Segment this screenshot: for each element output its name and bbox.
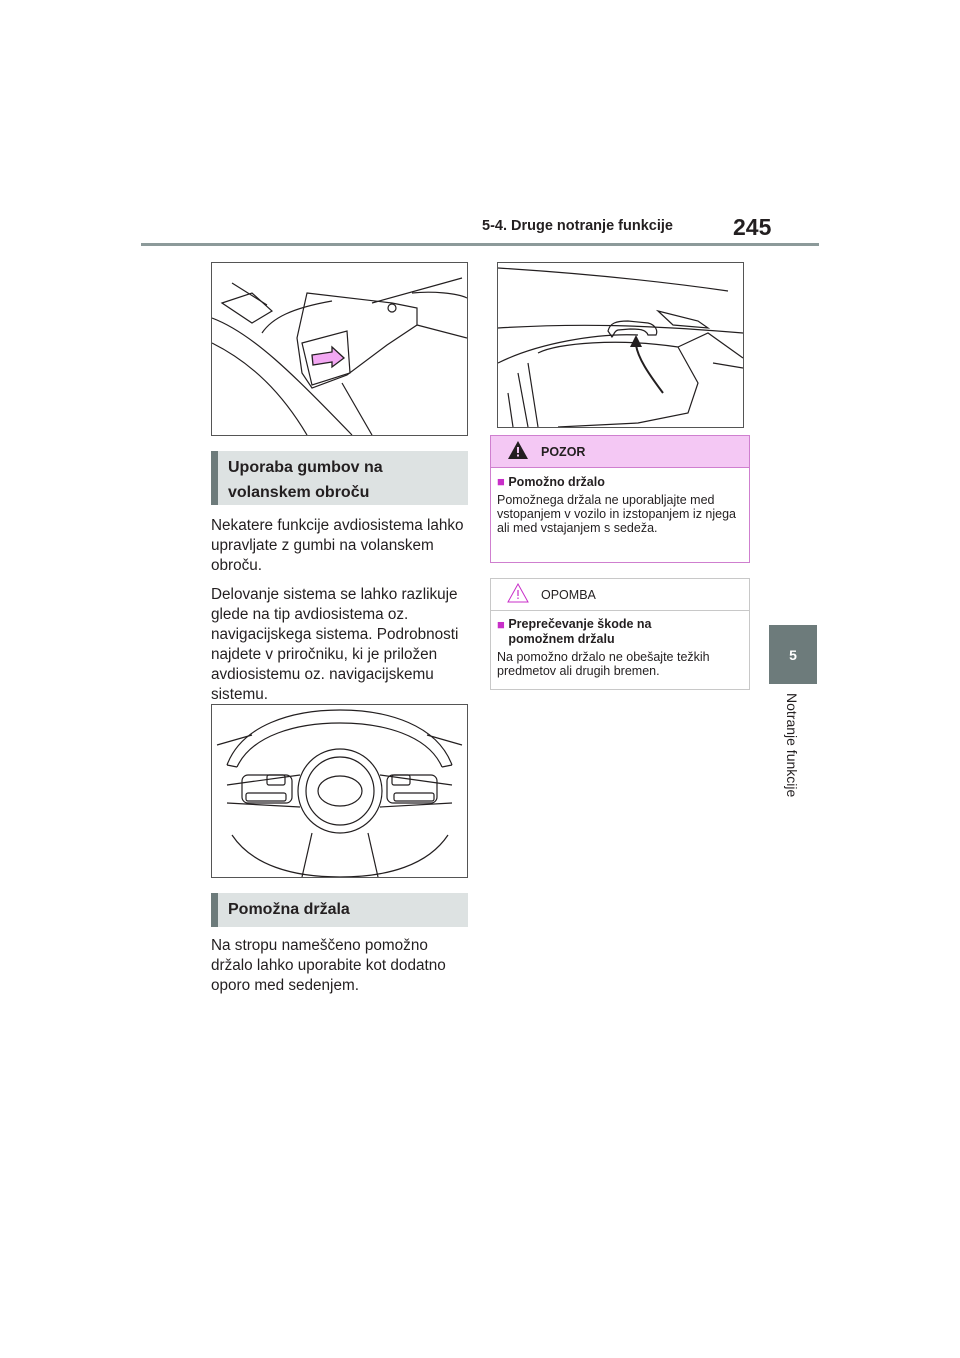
section-heading-steering-buttons: Uporaba gumbov na volanskem obroču <box>211 451 468 505</box>
notice-label: OPOMBA <box>541 588 596 602</box>
notice-text: Na pomožno držalo ne obešajte težkih predmetov ali drugih bremen. <box>497 650 710 678</box>
chapter-label: Notranje funkcije <box>784 693 800 798</box>
notice-subheading-text: Preprečevanje škode na pomožnem držalu <box>508 617 652 646</box>
caution-subheading <box>497 474 749 490</box>
notice-triangle-icon <box>507 583 529 603</box>
caution-subheading-text: Pomožno držalo <box>508 475 605 489</box>
sun-visor-illustration <box>212 263 467 435</box>
figure-sun-visor <box>211 262 468 436</box>
chapter-tab <box>769 625 817 684</box>
section-body-assist-grips <box>211 936 469 1005</box>
curved-arrow-icon <box>636 345 663 393</box>
paragraph: Delovanje sistema se lahko razlikuje glede na tip avdiosistema oz. navigacijskega sistema. Podrobnosti najdete v priročniku, ki je priložen avdiosistemu oz. navigacijskemu sistemu. <box>211 586 459 703</box>
section-heading-assist-grips: Pomožna držala <box>211 893 468 927</box>
warning-triangle-icon <box>507 440 529 460</box>
notice-subheading <box>497 617 749 647</box>
steering-wheel-illustration <box>212 705 467 877</box>
caution-text: Pomožnega držala ne uporabljajte med vstopanjem v vozilo in izstopanjem iz njega ali med vstajanjem s sedeža. <box>497 493 737 535</box>
figure-steering-wheel <box>211 704 468 878</box>
square-bullet-icon: ■ <box>497 617 505 632</box>
caution-box <box>490 435 750 563</box>
header-section-title: 5-4. Druge notranje funkcije <box>482 218 673 234</box>
chapter-number: 5 <box>789 646 797 663</box>
figure-assist-grip <box>497 262 744 428</box>
paragraph: Na stropu nameščeno pomožno držalo lahko uporabite kot dodatno oporo med sedenjem. <box>211 937 446 994</box>
caution-label: POZOR <box>541 445 586 459</box>
page-number: 245 <box>733 214 772 240</box>
assist-grip-illustration <box>498 263 743 427</box>
notice-header <box>491 579 749 611</box>
square-bullet-icon: ■ <box>497 474 505 489</box>
header-rule <box>141 243 819 246</box>
caution-header <box>491 436 749 468</box>
notice-box <box>490 578 750 690</box>
section-body-steering-buttons <box>211 516 469 714</box>
paragraph: Nekatere funkcije avdiosistema lahko upravljate z gumbi na volanskem obroču. <box>211 517 464 574</box>
arrow-icon <box>312 347 344 367</box>
